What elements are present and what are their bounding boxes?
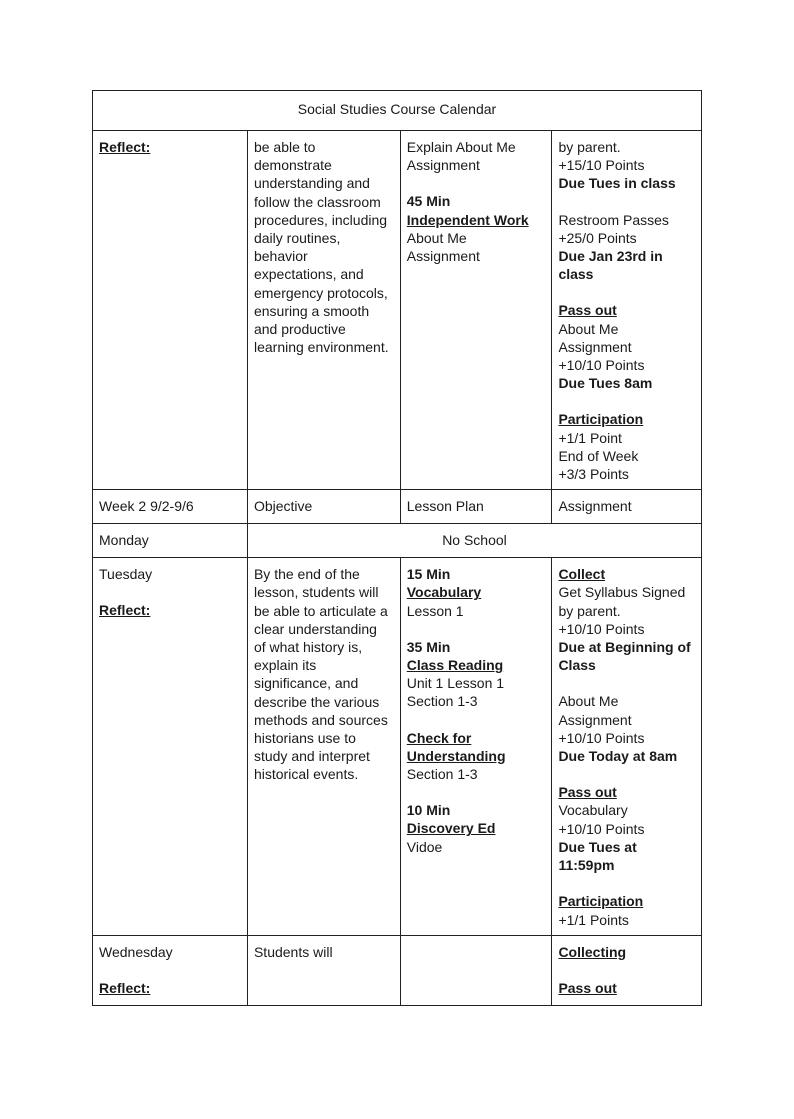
- assignment-line: +15/10 Points: [558, 157, 645, 174]
- assignment-due: 11:59pm: [558, 857, 615, 874]
- lesson-plan-cell: [400, 935, 552, 1005]
- assignment-heading: Collecting: [558, 943, 627, 960]
- plan-duration: 45 Min: [406, 193, 451, 210]
- objective-line: study and interpret: [253, 748, 370, 765]
- assignment-heading: Pass out: [558, 302, 617, 319]
- assignment-heading: Collect: [558, 566, 606, 583]
- plan-duration: 15 Min: [406, 566, 451, 583]
- reflect-label: Reflect:: [99, 139, 151, 155]
- table-row: [93, 131, 702, 490]
- assignment-line: +10/10 Points: [558, 820, 645, 837]
- assignment-due: Due Tues in class: [558, 175, 676, 192]
- plan-activity: Check for: [406, 729, 472, 746]
- assignment-cell: [552, 558, 702, 935]
- assignment-line: Restroom Passes: [558, 211, 669, 228]
- objective-line: lesson, students will: [253, 584, 379, 601]
- week-label: Week 2 9/2-9/6: [93, 490, 248, 524]
- reflect-cell: [93, 131, 248, 490]
- assignment-heading: Pass out: [558, 979, 617, 996]
- plan-line: Section 1-3: [406, 693, 478, 710]
- assignment-due: Due Tues at: [558, 838, 637, 855]
- objective-line: demonstrate: [253, 157, 332, 174]
- assignment-line: Vocabulary: [558, 802, 628, 819]
- objective-cell: [247, 935, 400, 1005]
- objective-line: follow the classroom: [253, 193, 381, 210]
- assignment-line: Assignment: [558, 711, 632, 728]
- assignment-line: +10/10 Points: [558, 620, 645, 637]
- objective-line: describe the various: [253, 693, 380, 710]
- plan-line: Assignment: [406, 248, 480, 265]
- course-calendar-table: [92, 90, 702, 1006]
- objective-line: historical events.: [253, 766, 359, 783]
- objective-line: significance, and: [253, 675, 359, 692]
- assignment-heading: Pass out: [558, 784, 617, 801]
- assignment-line: by parent.: [558, 139, 621, 155]
- lesson-plan-cell: [400, 558, 552, 935]
- day-cell: [93, 935, 248, 1005]
- assignment-line: End of Week: [558, 447, 639, 464]
- objective-line: expectations, and: [253, 266, 364, 283]
- assignment-heading: Participation: [558, 893, 644, 910]
- plan-line: Assignment: [406, 157, 480, 174]
- day-label: Wednesday: [99, 943, 173, 960]
- plan-activity: Vocabulary: [406, 584, 482, 601]
- objective-line: and productive: [253, 321, 346, 338]
- objective-line: clear understanding: [253, 620, 377, 637]
- assignment-due: Due Today at 8am: [558, 748, 678, 765]
- plan-activity: Discovery Ed: [406, 820, 496, 837]
- objective-line: ensuring a smooth: [253, 302, 370, 319]
- assignment-line: Assignment: [558, 338, 632, 355]
- assignment-line: +10/10 Points: [558, 357, 645, 374]
- objective-line: daily routines,: [253, 230, 341, 247]
- plan-line: Vidoe: [406, 838, 443, 855]
- objective-line: Students will: [253, 943, 333, 960]
- plan-duration: 10 Min: [406, 802, 451, 819]
- objective-header: Objective: [247, 490, 400, 524]
- plan-line: Lesson 1: [406, 602, 464, 619]
- objective-line: understanding and: [253, 175, 370, 192]
- objective-line: emergency protocols,: [253, 284, 388, 301]
- plan-duration: 35 Min: [406, 638, 451, 655]
- plan-activity: Class Reading: [406, 657, 504, 674]
- assignment-line: +25/0 Points: [558, 229, 637, 246]
- assignment-due: Class: [558, 657, 596, 674]
- reflect-label: Reflect:: [99, 979, 151, 996]
- objective-line: procedures, including: [253, 211, 388, 228]
- assignment-line: +3/3 Points: [558, 466, 629, 483]
- day-label: Tuesday: [99, 566, 153, 583]
- objective-cell: [247, 131, 400, 490]
- objective-line: methods and sources: [253, 711, 388, 728]
- assignment-due: class: [558, 266, 594, 283]
- objective-line: be able to articulate a: [253, 602, 388, 619]
- assignment-line: +1/1 Point: [558, 429, 622, 446]
- lesson-plan-cell: [400, 131, 552, 490]
- plan-activity: Independent Work: [406, 211, 529, 228]
- lesson-plan-header: Lesson Plan: [400, 490, 552, 524]
- objective-line: By the end of the: [253, 566, 360, 583]
- assignment-due: Due Jan 23rd in: [558, 248, 663, 265]
- objective-cell: [247, 558, 400, 935]
- assignment-due: Due Tues 8am: [558, 375, 653, 392]
- monday-row: [93, 524, 702, 558]
- reflect-label: Reflect:: [99, 602, 151, 619]
- assignment-cell: [552, 935, 702, 1005]
- plan-line: About Me: [406, 229, 467, 246]
- assignment-heading: Participation: [558, 411, 644, 428]
- wednesday-row: [93, 935, 702, 1005]
- objective-line: be able to: [253, 139, 316, 155]
- assignment-header: Assignment: [552, 490, 702, 524]
- assignment-line: About Me: [558, 693, 619, 710]
- title-row: [93, 91, 702, 131]
- day-cell: [93, 558, 248, 935]
- assignment-line: by parent.: [558, 602, 621, 619]
- assignment-line: Get Syllabus Signed: [558, 584, 686, 601]
- objective-line: of what history is,: [253, 639, 363, 656]
- assignment-cell: [552, 131, 702, 490]
- day-label: Monday: [93, 524, 248, 558]
- tuesday-row: [93, 558, 702, 935]
- plan-activity: Understanding: [406, 747, 506, 764]
- plan-line: Explain About Me: [406, 139, 516, 155]
- objective-line: historians use to: [253, 730, 356, 747]
- objective-line: explain its: [253, 657, 317, 674]
- calendar-title: Social Studies Course Calendar: [93, 91, 702, 131]
- assignment-line: +1/1 Points: [558, 911, 629, 928]
- assignment-line: About Me: [558, 320, 619, 337]
- objective-line: behavior: [253, 248, 308, 265]
- plan-line: Unit 1 Lesson 1: [406, 675, 505, 692]
- assignment-line: +10/10 Points: [558, 729, 645, 746]
- objective-line: learning environment.: [253, 339, 389, 356]
- assignment-due: Due at Beginning of: [558, 639, 691, 656]
- plan-line: Section 1-3: [406, 766, 478, 783]
- no-school-note: No School: [247, 524, 701, 558]
- week-header-row: [93, 490, 702, 524]
